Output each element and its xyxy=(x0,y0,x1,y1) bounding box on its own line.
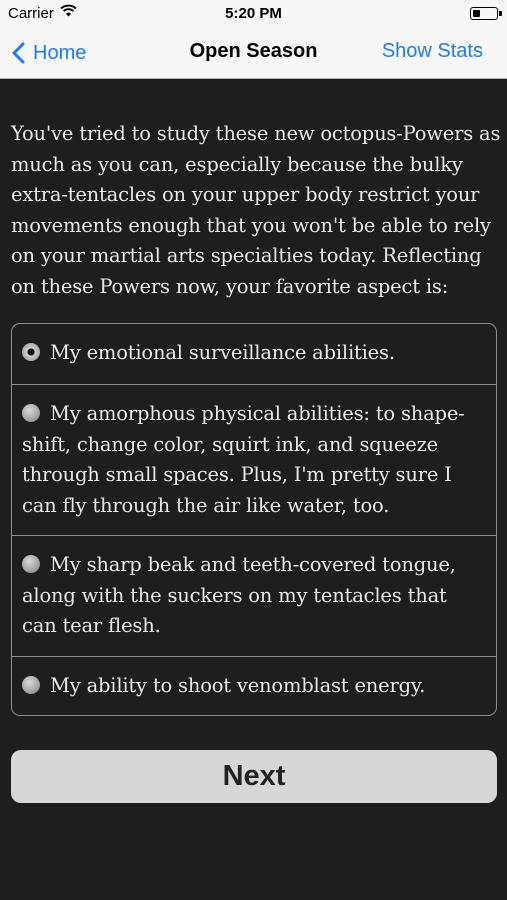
radio-unselected-icon[interactable] xyxy=(22,404,40,422)
page-title: Open Season xyxy=(189,40,318,62)
choice-label: My emotional surveillance abilities. xyxy=(50,341,395,364)
radio-selected-icon[interactable] xyxy=(22,343,40,361)
status-bar xyxy=(0,0,507,28)
show-stats-button[interactable]: Show Stats xyxy=(381,40,483,62)
story-prompt: You've tried to study these new octopus-Powers as much as you can, especially because the bulky extra-tentacles on your upper body restrict your movements enough that you won't be able to rely on your martial arts specialties today. Reflecting on these Powers now, your favorite aspect is: xyxy=(11,122,501,298)
choice-option[interactable] xyxy=(12,385,496,536)
choice-option[interactable] xyxy=(12,324,496,385)
choice-option[interactable] xyxy=(12,536,496,657)
choice-list xyxy=(11,323,497,716)
choice-option[interactable] xyxy=(12,657,496,716)
home-back-label: Home xyxy=(33,41,87,64)
choice-label: My amorphous physical abilities: to shape-shift, change color, squirt ink, and squeeze through small spaces. Plus, I'm pretty sure I can fly through the air like water, too. xyxy=(22,402,465,517)
radio-unselected-icon[interactable] xyxy=(22,676,40,694)
radio-unselected-icon[interactable] xyxy=(22,555,40,573)
choice-label: My ability to shoot venomblast energy. xyxy=(50,674,426,697)
next-button[interactable]: Next xyxy=(11,750,497,803)
choice-label: My sharp beak and teeth-covered tongue, along with the suckers on my tentacles that can tear flesh. xyxy=(22,553,456,637)
navigation-bar xyxy=(0,28,507,79)
status-time: 5:20 PM xyxy=(225,5,282,22)
battery-icon xyxy=(470,7,498,20)
carrier-label: Carrier xyxy=(8,5,54,22)
